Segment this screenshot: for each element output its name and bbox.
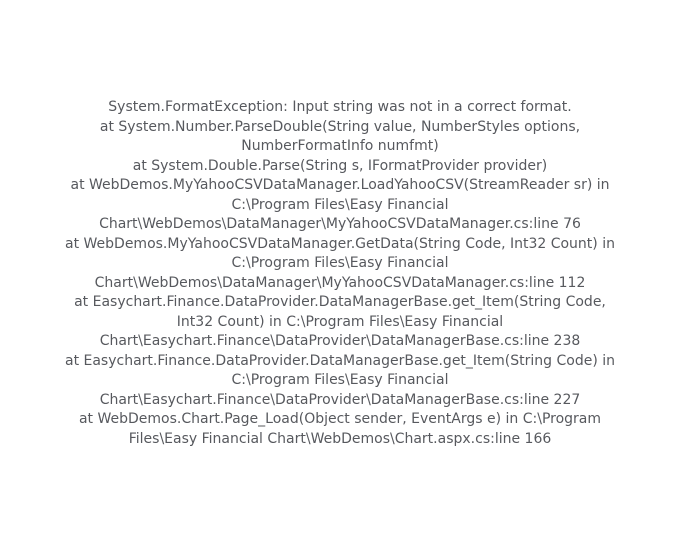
- stack-trace-line: at WebDemos.MyYahooCSVDataManager.GetData(String Code, Int32 Count) in: [65, 235, 615, 252]
- stack-trace-line: Int32 Count) in C:\Program Files\Easy Financial: [176, 313, 504, 330]
- stack-trace-line: Chart\WebDemos\DataManager\MyYahooCSVDataManager.cs:line 112: [94, 274, 586, 291]
- stack-trace-line: at Easychart.Finance.DataProvider.DataManagerBase.get_Item(String Code,: [74, 294, 606, 310]
- stack-trace-line: at WebDemos.Chart.Page_Load(Object sender, EventArgs e) in C:\Program: [78, 411, 602, 427]
- stack-trace-line: C:\Program Files\Easy Financial: [231, 255, 449, 271]
- stack-trace-line: at System.Double.Parse(String s, IFormatProvider provider): [132, 157, 548, 174]
- stack-trace-line: C:\Program Files\Easy Financial: [231, 196, 449, 213]
- stack-trace-line: Chart\Easychart.Finance\DataProvider\DataManagerBase.cs:line 227: [99, 391, 581, 408]
- stack-trace-line: Chart\Easychart.Finance\DataProvider\DataManagerBase.cs:line 238: [99, 333, 581, 349]
- stack-trace-line: at Easychart.Finance.DataProvider.DataManagerBase.get_Item(String Code) in: [64, 352, 615, 369]
- stack-trace-line: NumberFormatInfo numfmt): [241, 138, 439, 154]
- stack-trace-line: Files\Easy Financial Chart\WebDemos\Chart.aspx.cs:line 166: [128, 430, 552, 447]
- stack-trace-line: at WebDemos.MyYahooCSVDataManager.LoadYahooCSV(StreamReader sr) in: [70, 177, 610, 193]
- stack-trace-line: System.FormatException: Input string was not in a correct format.: [108, 99, 572, 115]
- stack-trace-line: at System.Number.ParseDouble(String value, NumberStyles options,: [99, 118, 581, 135]
- stack-trace-line: C:\Program Files\Easy Financial: [231, 372, 449, 388]
- stack-trace-line: Chart\WebDemos\DataManager\MyYahooCSVDataManager.cs:line 76: [99, 216, 581, 232]
